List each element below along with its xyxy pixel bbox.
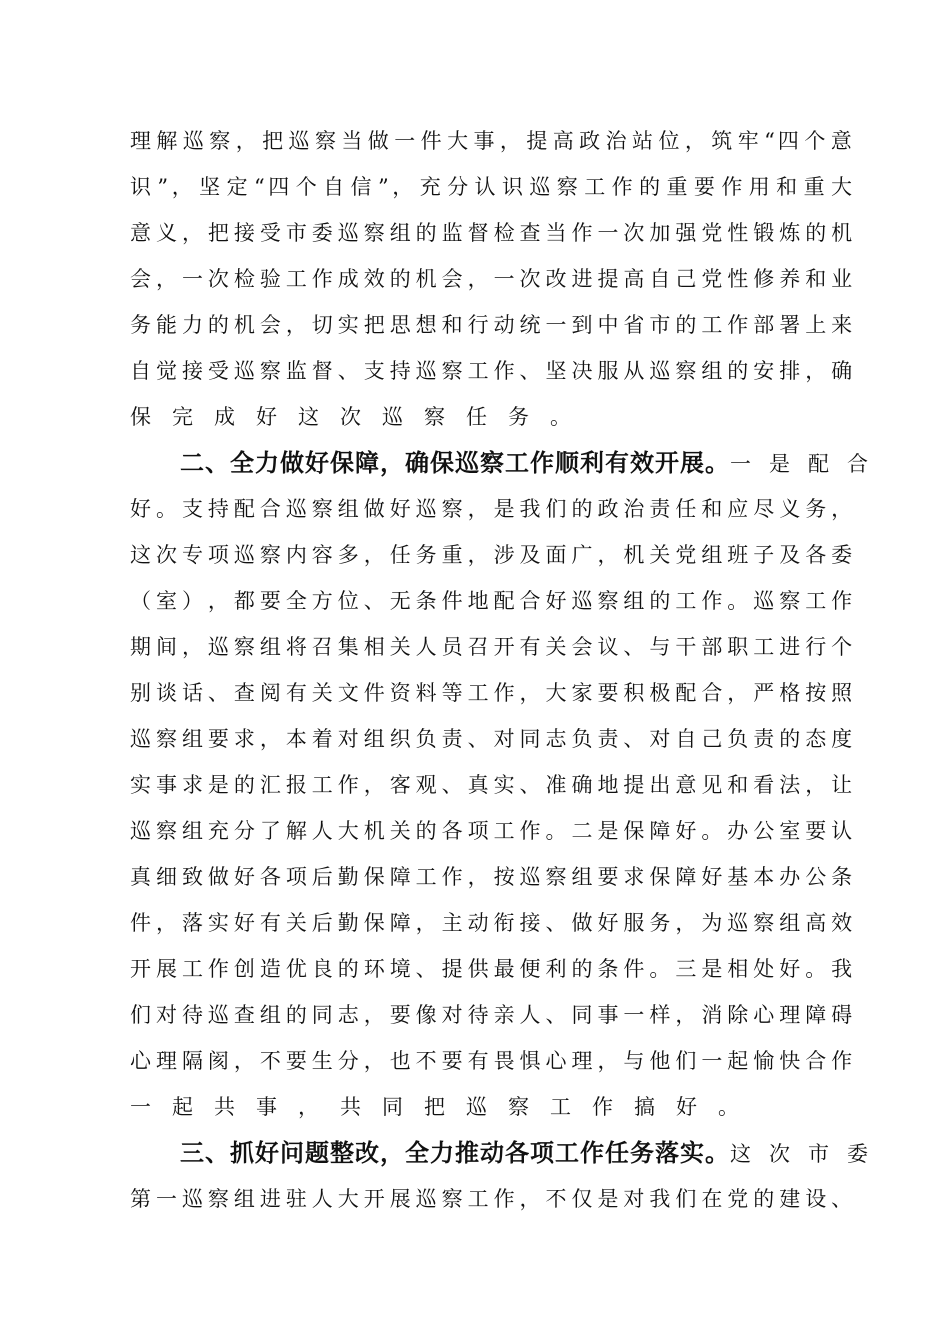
section-heading-2: 二、全力做好保障，确保巡察工作顺利有效开展。 xyxy=(180,449,730,477)
text-line: （ 室 ） ， 都 要 全 方 位 、 无 条 件 地 配 合 好 巡 察 组 的 工 作 。 巡 察 工 作 xyxy=(130,589,853,613)
text-line: 心 理 隔 阂 ， 不 要 生 分 ， 也 不 要 有 畏 惧 心 理 ， 与 他 们 一 起 愉 快 合 作 xyxy=(130,1049,853,1073)
text-line: 巡 察 组 充 分 了 解 人 大 机 关 的 各 项 工 作 。 二 是 保 障 好 。 办 公 室 要 认 xyxy=(130,819,853,843)
text-run: 这次市委 xyxy=(730,1142,886,1166)
text-line: 们 对 待 巡 查 组 的 同 志 ， 要 像 对 待 亲 人 、 同 事 一 样 ， 消 除 心 理 障 碍 xyxy=(130,1003,853,1027)
section-heading-3: 三、抓好问题整改，全力推动各项工作任务落实。 xyxy=(180,1139,730,1167)
paragraph-3 xyxy=(130,1130,886,1222)
text-line: 这 次 专 项 巡 察 内 容 多 ， 任 务 重 ， 涉 及 面 广 ， 机 关 党 组 班 子 及 各 委 xyxy=(130,543,853,567)
text-line: 别 谈 话 、 查 阅 有 关 文 件 资 料 等 工 作 ， 大 家 要 积 极 配 合 ， 严 格 按 照 xyxy=(130,681,853,705)
text-line: 巡 察 组 要 求 ， 本 着 对 组 织 负 责 、 对 同 志 负 责 、 对 自 己 负 责 的 态 度 xyxy=(130,727,853,751)
text-line: 自 觉 接 受 巡 察 监 督 、 支 持 巡 察 工 作 、 坚 决 服 从 巡 察 组 的 安 排 ， 确 xyxy=(130,359,853,383)
text-line: 开 展 工 作 创 造 优 良 的 环 境 、 提 供 最 便 利 的 条 件 。 三 是 相 处 好 。 我 xyxy=(130,957,853,981)
text-line: 期 间 ， 巡 察 组 将 召 集 相 关 人 员 召 开 有 关 会 议 、 与 干 部 职 工 进 行 个 xyxy=(130,635,853,659)
text-line: 识 ” ， 坚 定 “ 四 个 自 信 ” ， 充 分 认 识 巡 察 工 作 的 重 要 作 用 和 重 大 xyxy=(130,175,853,199)
text-line: 务 能 力 的 机 会 ， 切 实 把 思 想 和 行 动 统 一 到 中 省 市 的 工 作 部 署 上 来 xyxy=(130,313,853,337)
text-run: 一是配合 xyxy=(730,452,886,476)
text-line: 保完成好这次巡察任务。 xyxy=(130,405,592,429)
text-line: 好 。 支 持 配 合 巡 察 组 做 好 巡 察 ， 是 我 们 的 政 治 责 任 和 应 尽 义 务 ， xyxy=(130,497,853,521)
text-line: 会 ， 一 次 检 验 工 作 成 效 的 机 会 ， 一 次 改 进 提 高 自 己 党 性 修 养 和 业 xyxy=(130,267,853,291)
paragraph-1 xyxy=(130,118,852,440)
text-line: 第 一 巡 察 组 进 驻 人 大 开 展 巡 察 工 作 ， 不 仅 是 对 我 们 在 党 的 建 设 、 xyxy=(130,1187,853,1211)
text-line: 一起共事，共同把巡察工作搞好。 xyxy=(130,1095,760,1119)
paragraph-2 xyxy=(130,440,886,1130)
text-line: 理 解 巡 察 ， 把 巡 察 当 做 一 件 大 事 ， 提 高 政 治 站 位 ， 筑 牢 “ 四 个 意 xyxy=(130,129,852,153)
text-line: 件 ， 落 实 好 有 关 后 勤 保 障 ， 主 动 衔 接 、 做 好 服 务 ， 为 巡 察 组 高 效 xyxy=(130,911,853,935)
text-line: 实 事 求 是 的 汇 报 工 作 ， 客 观 、 真 实 、 准 确 地 提 出 意 见 和 看 法 ， 让 xyxy=(130,773,853,797)
heading-line xyxy=(130,440,886,486)
heading-line xyxy=(130,1130,886,1176)
document-body xyxy=(130,118,886,1222)
text-line: 真 细 致 做 好 各 项 后 勤 保 障 工 作 ， 按 巡 察 组 要 求 保 障 好 基 本 办 公 条 xyxy=(130,865,853,889)
text-line: 意 义 ， 把 接 受 市 委 巡 察 组 的 监 督 检 查 当 作 一 次 加 强 党 性 锻 炼 的 机 xyxy=(130,221,853,245)
